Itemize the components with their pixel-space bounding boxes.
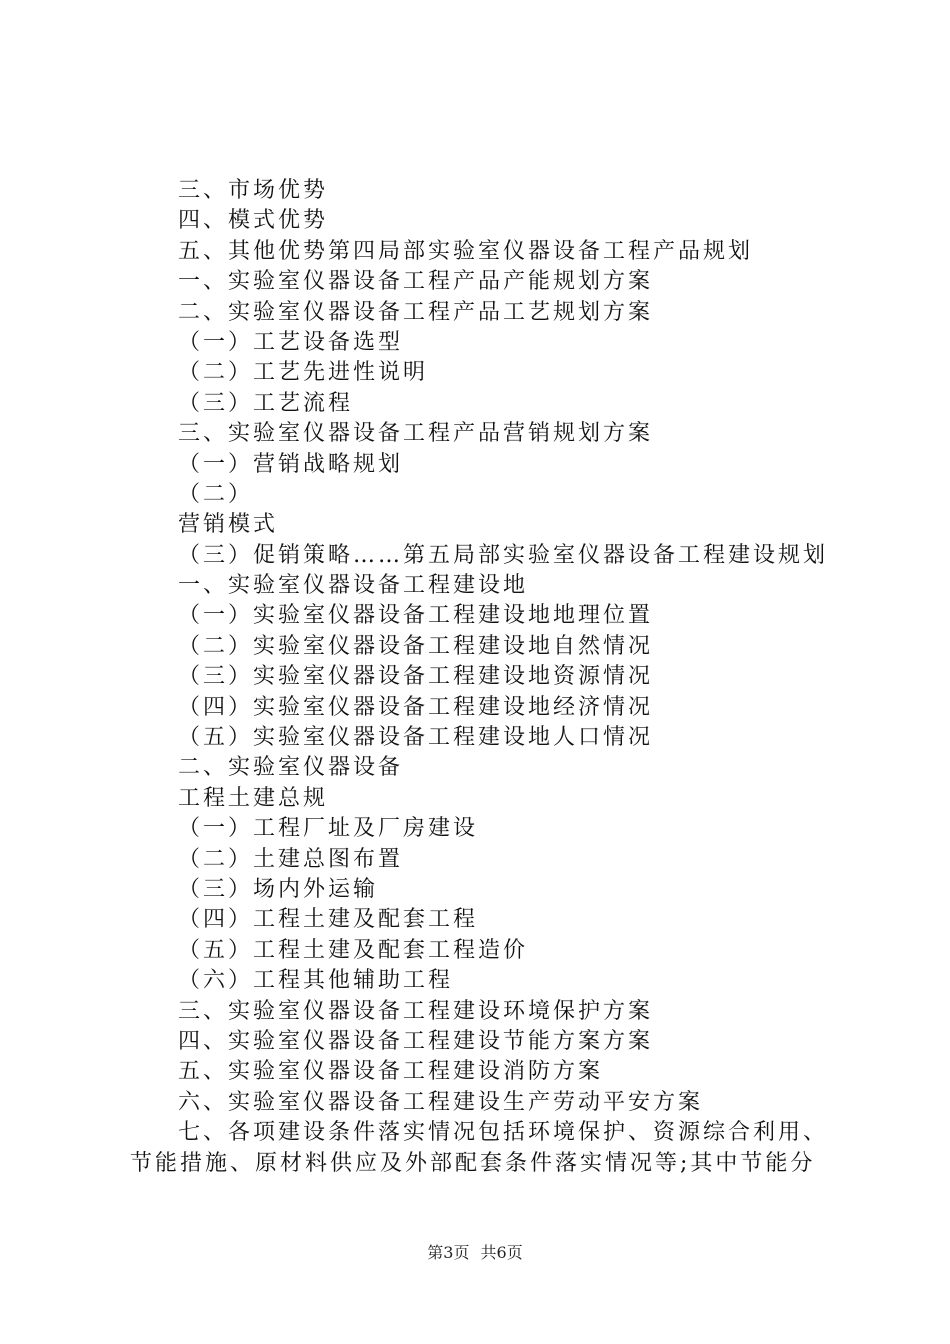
document-line: 六、实验室仪器设备工程建设生产劳动平安方案	[178, 1089, 704, 1115]
document-line: （一）实验室仪器设备工程建设地地理位置	[178, 603, 654, 629]
page-number: 第3页	[427, 1243, 470, 1262]
document-line: （五）实验室仪器设备工程建设地人口情况	[178, 725, 654, 751]
document-line: 三、市场优势	[178, 178, 329, 203]
document-line: 二、实验室仪器设备	[178, 755, 404, 781]
document-line: （三）促销策略……第五局部实验室仪器设备工程建设规划	[178, 542, 829, 568]
document-line: 三、实验室仪器设备工程建设环境保护方案	[178, 998, 654, 1024]
document-line: 七、各项建设条件落实情况包括环境保护、资源综合利用、	[178, 1120, 829, 1146]
document-line: （二）实验室仪器设备工程建设地自然情况	[178, 633, 654, 659]
document-line: 四、实验室仪器设备工程建设节能方案方案	[178, 1028, 654, 1054]
document-line: 五、其他优势第四局部实验室仪器设备工程产品规划	[178, 238, 754, 264]
document-line: 工程土建总规	[178, 785, 329, 811]
document-line: 四、模式优势	[178, 208, 329, 234]
document-line: （一）营销战略规划	[178, 451, 404, 477]
document-line: （二）土建总图布置	[178, 846, 404, 872]
document-line: （四）工程土建及配套工程	[178, 907, 479, 933]
document-line: 一、实验室仪器设备工程建设地	[178, 573, 529, 599]
document-line: （二）工艺先进性说明	[178, 360, 429, 386]
document-line: （六）工程其他辅助工程	[178, 968, 454, 994]
document-line: （三）场内外运输	[178, 876, 379, 902]
page-total: 共6页	[480, 1243, 523, 1262]
document-line: 一、实验室仪器设备工程产品产能规划方案	[178, 269, 654, 295]
document-line: （一）工程厂址及厂房建设	[178, 816, 479, 842]
document-line: 节能措施、原材料供应及外部配套条件落实情况等;其中节能分	[130, 1150, 816, 1176]
document-line: 营销模式	[178, 512, 279, 538]
document-line: （五）工程土建及配套工程造价	[178, 937, 529, 963]
document-body	[130, 176, 850, 1179]
document-line: （四）实验室仪器设备工程建设地经济情况	[178, 694, 654, 720]
document-line: （二）	[178, 481, 254, 507]
document-line: （三）工艺流程	[178, 390, 354, 416]
page-footer	[0, 1240, 950, 1263]
document-line: 二、实验室仪器设备工程产品工艺规划方案	[178, 299, 654, 325]
document-line: （一）工艺设备选型	[178, 329, 404, 355]
document-line: 五、实验室仪器设备工程建设消防方案	[178, 1059, 604, 1085]
document-line: 三、实验室仪器设备工程产品营销规划方案	[178, 421, 654, 447]
document-line: （三）实验室仪器设备工程建设地资源情况	[178, 664, 654, 690]
